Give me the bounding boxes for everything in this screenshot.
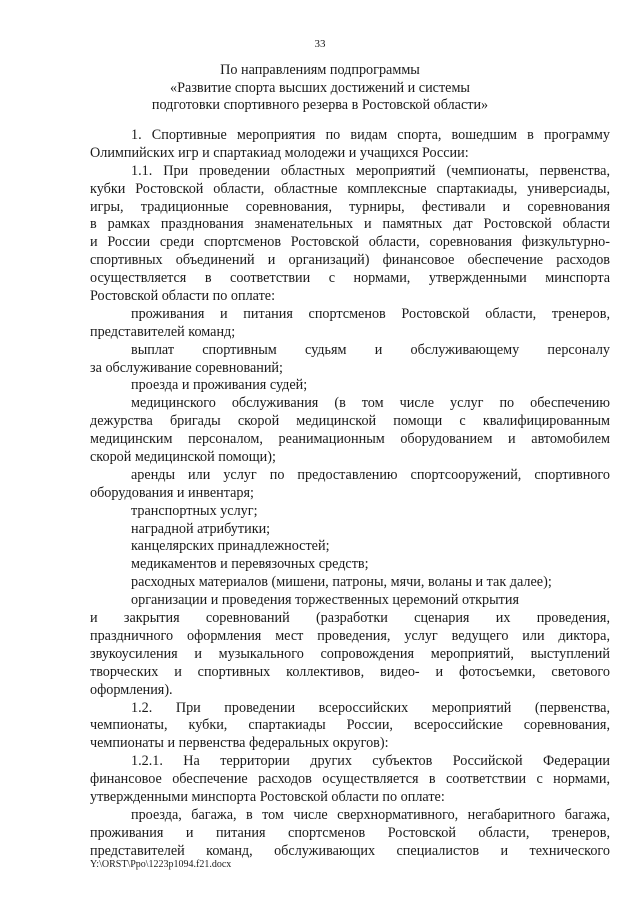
heading-line: подготовки спортивного резерва в Ростовской области» [151, 97, 489, 113]
text-line: проезда, багажа, в том числе сверхнормативного, негабаритного багажа, [131, 806, 610, 823]
text-line: дежурства бригады скорой медицинской помощи с квалифицированным [90, 413, 610, 430]
text-line: осуществляется в соответствии с нормами, утвержденными минспорта [90, 270, 610, 287]
text-line: медицинским персоналом, реанимационным оборудованием и автомобилем [90, 431, 610, 448]
text-line: 1.2.1. На территории других субъектов Российской Федерации [131, 753, 610, 770]
text-line: чемпионаты и первенства федеральных округов): [90, 735, 389, 752]
text-line: за обслуживание соревнований; [90, 359, 283, 376]
text-line: кубки Ростовской области, областные комплексные спартакиады, универсиады, [90, 180, 610, 197]
text-line: и закрытия соревнований (разработки сценария их проведения, [90, 610, 610, 627]
text-line: проезда и проживания судей; [131, 377, 308, 394]
text-line: оборудования и инвентаря; [90, 484, 254, 501]
text-line: утвержденными минспорта Ростовской области по оплате: [90, 788, 445, 805]
text-line: 1.2. При проведении всероссийских мероприятий (первенства, [131, 699, 610, 716]
text-line: транспортных услуг; [131, 502, 258, 519]
text-line: в рамках празднования знаменательных и памятных дат Ростовской области [90, 216, 610, 233]
text-line: спортивных объединений и организаций) финансовое обеспечение расходов [90, 252, 610, 269]
text-line: игры, традиционные соревнования, турниры, фестивали и соревнования [90, 198, 610, 215]
section-heading [0, 62, 640, 115]
text-line: расходных материалов (мишени, патроны, мячи, воланы и так далее); [131, 574, 552, 591]
text-line: канцелярских принадлежностей; [131, 538, 330, 555]
page-number: 33 [314, 38, 326, 50]
text-line: 1.1. При проведении областных мероприятий (чемпионаты, первенства, [131, 162, 610, 179]
text-line: звукоусиления и музыкального сопровождения мероприятий, выступлений [90, 645, 610, 662]
text-line: скорой медицинской помощи); [90, 449, 276, 466]
text-line: творческих и спортивных коллективов, видео- и фотосъемки, светового [90, 663, 610, 680]
text-line: финансовое обеспечение расходов осуществляется в соответствии с нормами, [90, 771, 610, 788]
document-body [90, 127, 610, 861]
heading-line: По направлениям подпрограммы [220, 62, 420, 78]
text-line: чемпионаты, кубки, спартакиады России, всероссийские соревнования, [90, 717, 610, 734]
text-line: представителей команд; [90, 323, 236, 340]
text-line: Ростовской области по оплате: [90, 288, 276, 305]
text-line: Олимпийских игр и спартакиад молодежи и учащихся России: [90, 144, 469, 161]
text-line: проживания и питания спортсменов Ростовской области, тренеров, [90, 824, 610, 841]
text-line: оформления). [90, 681, 173, 698]
text-line: 1. Спортивные мероприятия по видам спорта, вошедшим в программу [131, 127, 610, 143]
text-line: наградной атрибутики; [131, 520, 271, 537]
text-line: медикаментов и перевязочных средств; [131, 556, 369, 573]
text-line: и России среди спортсменов Ростовской области, соревнования физкультурно- [90, 234, 610, 251]
text-line: медицинского обслуживания (в том числе услуг по обеспечению [131, 395, 610, 412]
text-line: выплат спортивным судьям и обслуживающему персоналу [131, 341, 610, 358]
text-line: праздничного оформления мест проведения, услуг ведущего или диктора, [90, 627, 610, 644]
heading-line: «Развитие спорта высших достижений и системы [170, 79, 470, 96]
text-line: организации и проведения торжественных церемоний открытия [131, 592, 519, 609]
file-path-footer: Y:\ORST\Ppo\1223p1094.f21.docx [90, 859, 232, 870]
text-line: проживания и питания спортсменов Ростовской области, тренеров, [131, 305, 610, 322]
text-line: представителей команд, обслуживающих специалистов и технического [90, 842, 610, 859]
text-line: аренды или услуг по предоставлению спортсооружений, спортивного [131, 466, 610, 483]
